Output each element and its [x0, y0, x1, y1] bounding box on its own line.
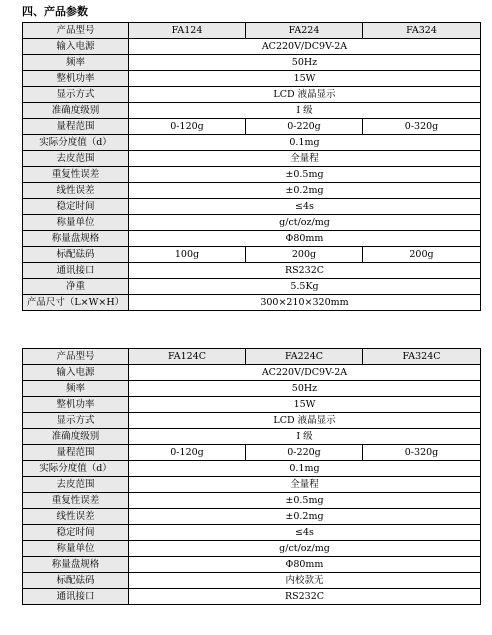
value-cell-spanned: Φ80mm [129, 557, 481, 573]
table-row [23, 87, 481, 103]
spec-table-standard [22, 22, 481, 311]
table-row [23, 71, 481, 87]
value-cell: 200g [246, 247, 363, 263]
model-name-cell: FA224C [246, 349, 363, 365]
value-cell-spanned: AC220V/DC9V-2A [129, 39, 481, 55]
value-cell-spanned: RS232C [129, 263, 481, 279]
table-row [23, 461, 481, 477]
value-cell: 0-220g [246, 445, 363, 461]
row-label-cell: 重复性误差 [23, 167, 129, 183]
value-cell-spanned: 15W [129, 71, 481, 87]
table-row [23, 103, 481, 119]
row-label-cell: 称量盘规格 [23, 231, 129, 247]
row-label-cell: 输入电源 [23, 39, 129, 55]
section-heading: 四、产品参数 [22, 5, 88, 18]
row-label-cell: 通讯接口 [23, 589, 129, 605]
row-label-cell: 通讯接口 [23, 263, 129, 279]
value-cell-spanned: 50Hz [129, 55, 481, 71]
row-label-cell: 线性误差 [23, 183, 129, 199]
row-label-cell: 称量单位 [23, 541, 129, 557]
value-cell: 0-220g [246, 119, 363, 135]
row-label-cell: 稳定时间 [23, 525, 129, 541]
table-row [23, 525, 481, 541]
value-cell: 100g [129, 247, 246, 263]
table-row [23, 279, 481, 295]
header-label-cell: 产品型号 [23, 23, 129, 39]
value-cell-spanned: RS232C [129, 589, 481, 605]
table-row [23, 167, 481, 183]
table-row [23, 183, 481, 199]
value-cell-spanned: 全量程 [129, 151, 481, 167]
model-name-cell: FA124C [129, 349, 246, 365]
row-label-cell: 净重 [23, 279, 129, 295]
row-label-cell: 实际分度值（d） [23, 461, 129, 477]
value-cell-spanned: Φ80mm [129, 231, 481, 247]
row-label-cell: 频率 [23, 381, 129, 397]
table-header-row [23, 349, 481, 365]
value-cell-spanned: 全量程 [129, 477, 481, 493]
row-label-cell: 实际分度值（d） [23, 135, 129, 151]
value-cell-spanned: ±0.5mg [129, 493, 481, 509]
value-cell-spanned: 0.1mg [129, 135, 481, 151]
row-label-cell: 量程范围 [23, 119, 129, 135]
value-cell-spanned: 15W [129, 397, 481, 413]
table-row [23, 263, 481, 279]
value-cell: 0-120g [129, 119, 246, 135]
row-label-cell: 量程范围 [23, 445, 129, 461]
row-label-cell: 稳定时间 [23, 199, 129, 215]
value-cell-spanned: 内校款无 [129, 573, 481, 589]
row-label-cell: 准确度级别 [23, 103, 129, 119]
row-label-cell: 去皮范围 [23, 151, 129, 167]
row-label-cell: 准确度级别 [23, 429, 129, 445]
value-cell: 0-320g [363, 119, 481, 135]
value-cell-spanned: I 级 [129, 429, 481, 445]
header-label-cell: 产品型号 [23, 349, 129, 365]
table-row [23, 429, 481, 445]
table-row [23, 119, 481, 135]
value-cell-spanned: 300×210×320mm [129, 295, 481, 311]
row-label-cell: 整机功率 [23, 71, 129, 87]
row-label-cell: 重复性误差 [23, 493, 129, 509]
value-cell-spanned: 0.1mg [129, 461, 481, 477]
row-label-cell: 输入电源 [23, 365, 129, 381]
value-cell-spanned: g/ct/oz/mg [129, 215, 481, 231]
model-name-cell: FA224 [246, 23, 363, 39]
table-row [23, 365, 481, 381]
table-row [23, 199, 481, 215]
row-label-cell: 显示方式 [23, 87, 129, 103]
value-cell-spanned: g/ct/oz/mg [129, 541, 481, 557]
table-row [23, 381, 481, 397]
row-label-cell: 标配砝码 [23, 573, 129, 589]
table-row [23, 215, 481, 231]
table-row [23, 477, 481, 493]
table-row [23, 509, 481, 525]
row-label-cell: 频率 [23, 55, 129, 71]
row-label-cell: 去皮范围 [23, 477, 129, 493]
value-cell: 0-320g [363, 445, 481, 461]
table-row [23, 573, 481, 589]
value-cell-spanned: ±0.2mg [129, 509, 481, 525]
value-cell-spanned: ±0.5mg [129, 167, 481, 183]
value-cell-spanned: I 级 [129, 103, 481, 119]
row-label-cell: 线性误差 [23, 509, 129, 525]
table-row [23, 589, 481, 605]
table-row [23, 55, 481, 71]
value-cell-spanned: ±0.2mg [129, 183, 481, 199]
value-cell-spanned: AC220V/DC9V-2A [129, 365, 481, 381]
model-name-cell: FA324 [363, 23, 481, 39]
table-row [23, 247, 481, 263]
table-row [23, 557, 481, 573]
table-row [23, 135, 481, 151]
value-cell-spanned: ≤4s [129, 525, 481, 541]
table-row [23, 445, 481, 461]
table-row [23, 39, 481, 55]
spec-table-internal-calibration [22, 348, 481, 605]
value-cell-spanned: LCD 液晶显示 [129, 413, 481, 429]
table-header-row [23, 23, 481, 39]
value-cell-spanned: 50Hz [129, 381, 481, 397]
row-label-cell: 称量盘规格 [23, 557, 129, 573]
row-label-cell: 产品尺寸（L×W×H） [23, 295, 129, 311]
model-name-cell: FA124 [129, 23, 246, 39]
table-row [23, 541, 481, 557]
table-row [23, 397, 481, 413]
table-row [23, 493, 481, 509]
value-cell-spanned: LCD 液晶显示 [129, 87, 481, 103]
value-cell: 0-120g [129, 445, 246, 461]
value-cell-spanned: ≤4s [129, 199, 481, 215]
table-row [23, 413, 481, 429]
row-label-cell: 标配砝码 [23, 247, 129, 263]
model-name-cell: FA324C [363, 349, 481, 365]
value-cell-spanned: 5.5Kg [129, 279, 481, 295]
table-row [23, 231, 481, 247]
table-row [23, 151, 481, 167]
row-label-cell: 称量单位 [23, 215, 129, 231]
value-cell: 200g [363, 247, 481, 263]
row-label-cell: 显示方式 [23, 413, 129, 429]
table-row [23, 295, 481, 311]
row-label-cell: 整机功率 [23, 397, 129, 413]
